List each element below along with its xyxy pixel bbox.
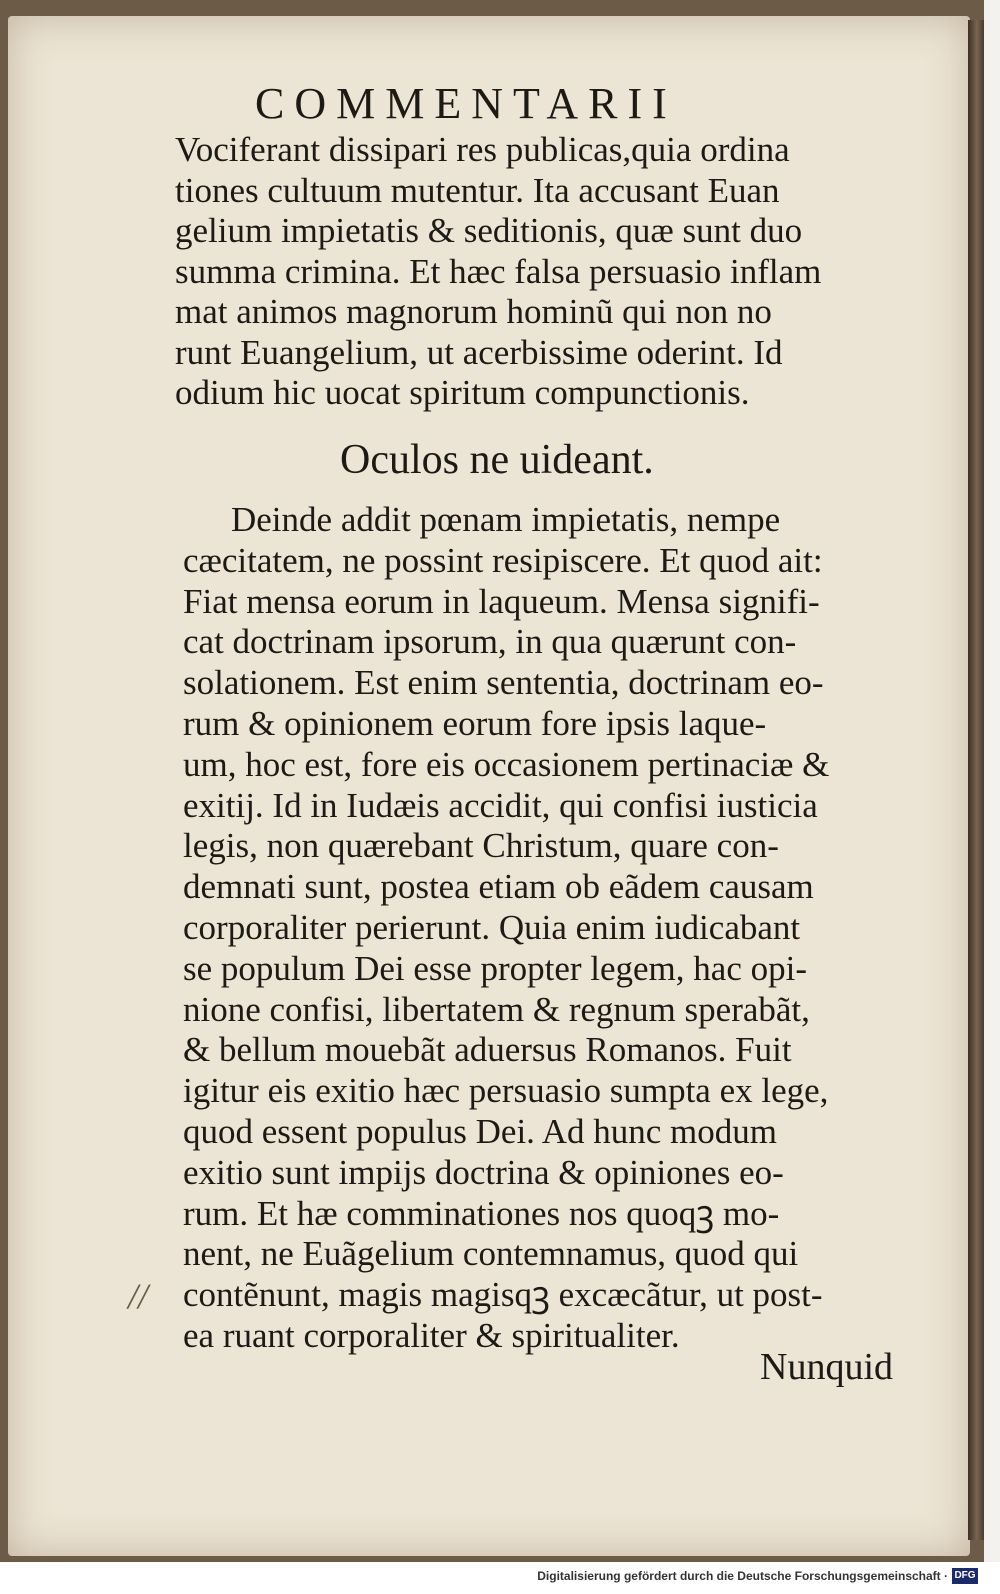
dfg-logo: DFG [952,1568,978,1584]
text-line: gelium impietatis & seditionis, quæ sunt duo [175,211,803,250]
footer-bar [0,1562,1000,1594]
text-line: igitur eis exitio hæc persuasio sumpta ex lege, [183,1071,829,1111]
text-line: contẽnunt, magis magisqꝫ excæcãtur, ut post- [183,1275,823,1315]
text-line: Fiat mensa eorum in laqueum. Mensa signifi- [183,581,820,621]
scan-margin [984,0,1000,1594]
funding-credit: Digitalisierung gefördert durch die Deutsche Forschungsgemeinschaft · [537,1569,948,1583]
text-line: odium hic uocat spiritum compunctionis. [175,373,750,412]
text-line: solationem. Est enim sententia, doctrinam eo- [183,663,824,703]
text-line: nione confisi, libertatem & regnum sperabãt, [183,989,810,1029]
text-line: Deinde addit pœnam impietatis, nempe [231,500,781,539]
text-line: Vociferant dissipari res publicas,quia ordina [175,130,790,169]
text-line: quod essent populus Dei. Ad hunc modum [183,1111,777,1151]
text-line: demnati sunt, postea etiam ob eãdem causam [183,867,814,907]
text-line: rum. Et hæ comminationes nos quoqꝫ mo- [183,1193,780,1233]
text-line: exitij. Id in Iudæis accidit, qui confisi iusticia [183,785,818,825]
section-heading: Oculos ne uideant. [340,437,654,483]
text-line: tiones cultuum mutentur. Ita accusant Euan [175,170,780,210]
text-line: cat doctrinam ipsorum, in qua quærunt con- [183,622,797,662]
catchword: Nunquid [760,1346,893,1388]
paragraph-2 [183,500,915,1357]
text-line: legis, non quærebant Christum, quare con- [183,826,779,866]
text-line: rum & opinionem eorum fore ipsis laque- [183,703,767,743]
text-line: um, hoc est, fore eis occasionem pertinaciæ & [183,744,830,784]
text-line: & bellum mouebãt aduersus Romanos. Fuit [183,1030,792,1070]
text-line: corporaliter perierunt. Quia enim iudicabant [183,907,801,947]
text-line: ea ruant corporaliter & spiritualiter. [183,1315,680,1355]
text-line: nent, ne Euãgelium contemnamus, quod qui [183,1234,799,1274]
text-line: se populum Dei esse propter legem, hac opi- [183,948,807,988]
paragraph-1 [175,130,915,414]
text-line: exitio sunt impijs doctrina & opiniones eo- [183,1152,784,1192]
text-line: summa crimina. Et hæc falsa persuasio inflam [175,251,822,291]
text-line: cæcitatem, ne possint resipiscere. Et quod ait: [183,540,823,580]
margin-annotation: // [128,1276,149,1316]
running-head: COMMENTARII [255,79,677,128]
text-line: mat animos magnorum hominũ qui non no [175,292,772,331]
text-line: runt Euangelium, ut acerbissime oderint. Id [175,332,783,372]
